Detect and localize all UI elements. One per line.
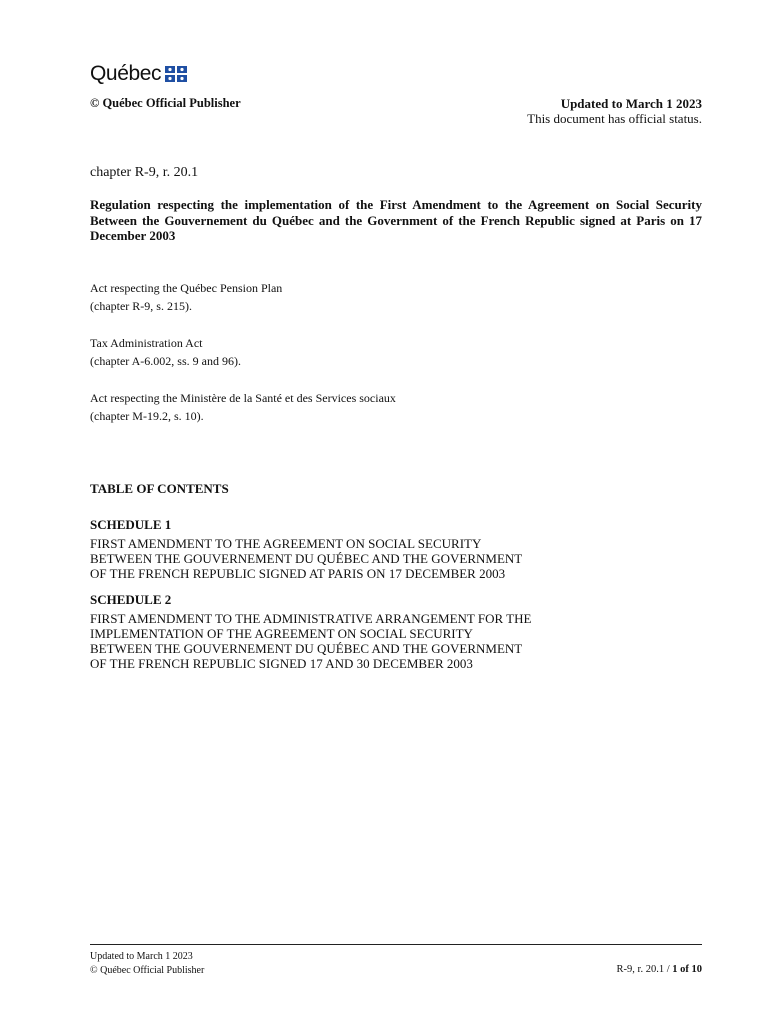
publisher-notice: © Québec Official Publisher [90, 96, 241, 110]
act-reference: (chapter A-6.002, ss. 9 and 96). [90, 354, 241, 368]
schedule-title-line: FIRST AMENDMENT TO THE AGREEMENT ON SOCIAL SECURITY [90, 536, 482, 551]
schedule-title-line: OF THE FRENCH REPUBLIC SIGNED 17 AND 30 DECEMBER 2003 [90, 656, 473, 671]
official-status: This document has official status. [527, 111, 702, 126]
page-number: 1 of 10 [672, 964, 702, 975]
update-status-block [527, 96, 702, 126]
act-name: Act respecting the Québec Pension Plan [90, 281, 283, 295]
toc-schedule-2[interactable] [90, 592, 531, 671]
enabling-act [90, 334, 396, 370]
act-reference: (chapter R-9, s. 215). [90, 299, 192, 313]
footer-updated: Updated to March 1 2023 [90, 951, 193, 962]
footer-publisher: © Québec Official Publisher [90, 965, 205, 976]
footer-divider [90, 944, 702, 945]
logo-wordmark: Québec [90, 62, 162, 85]
enabling-act [90, 389, 396, 425]
schedule-title-line: IMPLEMENTATION OF THE AGREEMENT ON SOCIAL SECURITY [90, 626, 473, 641]
updated-date: Updated to March 1 2023 [560, 96, 702, 111]
quebec-logo [90, 62, 187, 86]
act-reference: (chapter M-19.2, s. 10). [90, 409, 204, 423]
schedule-label: SCHEDULE 1 [90, 517, 172, 532]
enabling-acts [90, 279, 396, 444]
act-name: Act respecting the Ministère de la Santé et des Services sociaux [90, 391, 396, 405]
schedule-title-line: OF THE FRENCH REPUBLIC SIGNED AT PARIS ON 17 DECEMBER 2003 [90, 566, 506, 581]
schedule-title-line: FIRST AMENDMENT TO THE ADMINISTRATIVE ARRANGEMENT FOR THE [90, 611, 532, 626]
footer-chapter-ref: R-9, r. 20.1 / [616, 964, 673, 975]
toc-heading: TABLE OF CONTENTS [90, 481, 229, 496]
chapter-reference: chapter R-9, r. 20.1 [90, 165, 199, 180]
schedule-label: SCHEDULE 2 [90, 592, 172, 607]
schedule-title-line: BETWEEN THE GOUVERNEMENT DU QUÉBEC AND THE GOVERNMENT [90, 551, 523, 566]
toc-schedule-1[interactable] [90, 517, 522, 581]
schedule-title [90, 536, 522, 581]
page-footer-reference [617, 964, 702, 975]
schedule-title [90, 611, 531, 671]
footer-left [90, 950, 204, 978]
enabling-act [90, 279, 396, 315]
quebec-flag-icon [165, 66, 187, 82]
act-name: Tax Administration Act [90, 336, 203, 350]
regulation-title: Regulation respecting the implementation of the First Amendment to the Agreement on Social Security Between the Gouvernement du Québec and the Government of the French Republic signed at Paris on 17 December 2003 [90, 197, 702, 243]
schedule-title-line: BETWEEN THE GOUVERNEMENT DU QUÉBEC AND THE GOVERNMENT [90, 641, 523, 656]
